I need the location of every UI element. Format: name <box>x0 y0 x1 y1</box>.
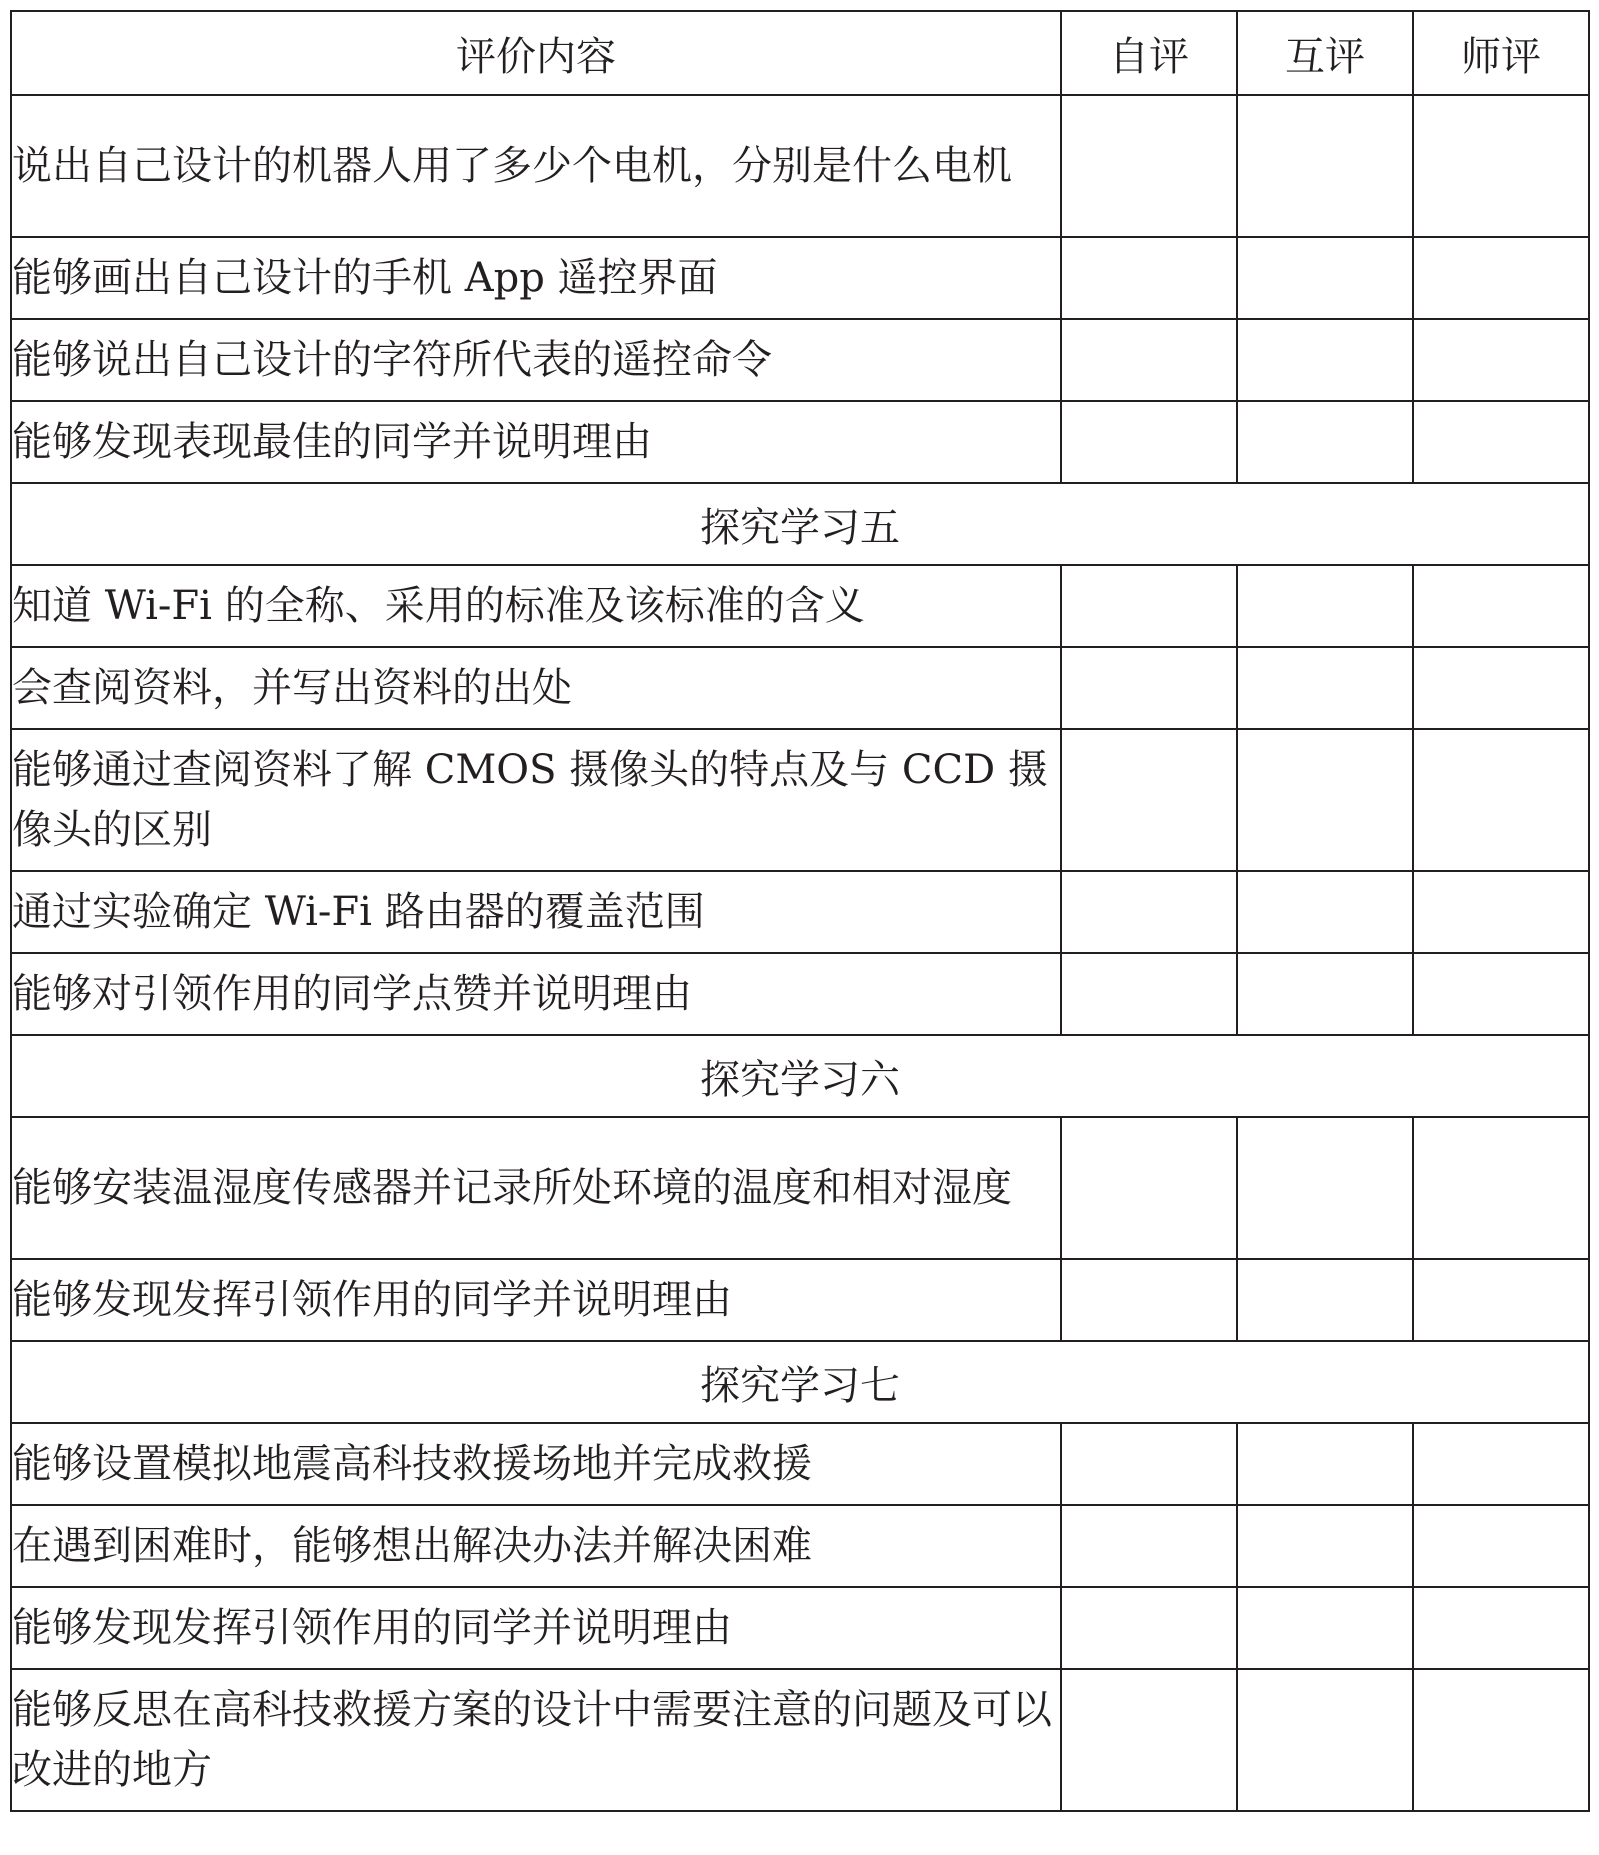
row-content: 知道 Wi-Fi 的全称、采用的标准及该标准的含义 <box>11 565 1061 647</box>
teacher-score-cell <box>1413 565 1589 647</box>
peer-score-cell <box>1237 1505 1413 1587</box>
table-row <box>11 1505 1589 1587</box>
table-row <box>11 565 1589 647</box>
self-score-cell <box>1061 1423 1237 1505</box>
table-row <box>11 871 1589 953</box>
self-score-cell <box>1061 401 1237 483</box>
self-score-cell <box>1061 237 1237 319</box>
table-row <box>11 401 1589 483</box>
teacher-score-cell <box>1413 647 1589 729</box>
row-content: 能够对引领作用的同学点赞并说明理由 <box>11 953 1061 1035</box>
peer-score-cell <box>1237 871 1413 953</box>
self-score-cell <box>1061 319 1237 401</box>
teacher-score-cell <box>1413 1259 1589 1341</box>
row-content: 能够反思在高科技救援方案的设计中需要注意的问题及可以改进的地方 <box>11 1669 1061 1811</box>
self-score-cell <box>1061 1259 1237 1341</box>
peer-score-cell <box>1237 319 1413 401</box>
self-score-cell <box>1061 1117 1237 1259</box>
peer-score-cell <box>1237 1587 1413 1669</box>
row-content: 能够画出自己设计的手机 App 遥控界面 <box>11 237 1061 319</box>
table-row <box>11 953 1589 1035</box>
peer-score-cell <box>1237 95 1413 237</box>
section-title: 探究学习七 <box>11 1341 1589 1423</box>
table-row <box>11 647 1589 729</box>
peer-score-cell <box>1237 953 1413 1035</box>
row-content: 能够发现发挥引领作用的同学并说明理由 <box>11 1259 1061 1341</box>
table-row <box>11 1587 1589 1669</box>
table-row <box>11 1259 1589 1341</box>
self-score-cell <box>1061 871 1237 953</box>
evaluation-table <box>10 10 1590 1812</box>
table-row <box>11 1423 1589 1505</box>
teacher-score-cell <box>1413 729 1589 871</box>
teacher-score-cell <box>1413 1423 1589 1505</box>
teacher-score-cell <box>1413 953 1589 1035</box>
row-content: 说出自己设计的机器人用了多少个电机，分别是什么电机 <box>11 95 1061 237</box>
peer-score-cell <box>1237 237 1413 319</box>
header-content: 评价内容 <box>11 11 1061 95</box>
teacher-score-cell <box>1413 1505 1589 1587</box>
table-row <box>11 1117 1589 1259</box>
section-title: 探究学习六 <box>11 1035 1589 1117</box>
self-score-cell <box>1061 1587 1237 1669</box>
row-content: 能够发现发挥引领作用的同学并说明理由 <box>11 1587 1061 1669</box>
peer-score-cell <box>1237 565 1413 647</box>
table-row <box>11 1669 1589 1811</box>
peer-score-cell <box>1237 401 1413 483</box>
section-title: 探究学习五 <box>11 483 1589 565</box>
section-row <box>11 1341 1589 1423</box>
table-row <box>11 95 1589 237</box>
row-content: 能够说出自己设计的字符所代表的遥控命令 <box>11 319 1061 401</box>
teacher-score-cell <box>1413 319 1589 401</box>
peer-score-cell <box>1237 729 1413 871</box>
table-row <box>11 319 1589 401</box>
row-content: 能够发现表现最佳的同学并说明理由 <box>11 401 1061 483</box>
peer-score-cell <box>1237 1259 1413 1341</box>
row-content: 能够设置模拟地震高科技救援场地并完成救援 <box>11 1423 1061 1505</box>
self-score-cell <box>1061 565 1237 647</box>
row-content: 在遇到困难时，能够想出解决办法并解决困难 <box>11 1505 1061 1587</box>
self-score-cell <box>1061 953 1237 1035</box>
teacher-score-cell <box>1413 401 1589 483</box>
row-content: 会查阅资料，并写出资料的出处 <box>11 647 1061 729</box>
header-self: 自评 <box>1061 11 1237 95</box>
self-score-cell <box>1061 729 1237 871</box>
header-row <box>11 11 1589 95</box>
teacher-score-cell <box>1413 1587 1589 1669</box>
peer-score-cell <box>1237 1423 1413 1505</box>
teacher-score-cell <box>1413 1117 1589 1259</box>
self-score-cell <box>1061 1669 1237 1811</box>
teacher-score-cell <box>1413 871 1589 953</box>
peer-score-cell <box>1237 1669 1413 1811</box>
header-peer: 互评 <box>1237 11 1413 95</box>
teacher-score-cell <box>1413 95 1589 237</box>
peer-score-cell <box>1237 647 1413 729</box>
self-score-cell <box>1061 95 1237 237</box>
table-row <box>11 729 1589 871</box>
row-content: 能够安装温湿度传感器并记录所处环境的温度和相对湿度 <box>11 1117 1061 1259</box>
teacher-score-cell <box>1413 237 1589 319</box>
peer-score-cell <box>1237 1117 1413 1259</box>
section-row <box>11 483 1589 565</box>
row-content: 通过实验确定 Wi-Fi 路由器的覆盖范围 <box>11 871 1061 953</box>
self-score-cell <box>1061 647 1237 729</box>
self-score-cell <box>1061 1505 1237 1587</box>
row-content: 能够通过查阅资料了解 CMOS 摄像头的特点及与 CCD 摄像头的区别 <box>11 729 1061 871</box>
teacher-score-cell <box>1413 1669 1589 1811</box>
table-row <box>11 237 1589 319</box>
header-teacher: 师评 <box>1413 11 1589 95</box>
section-row <box>11 1035 1589 1117</box>
